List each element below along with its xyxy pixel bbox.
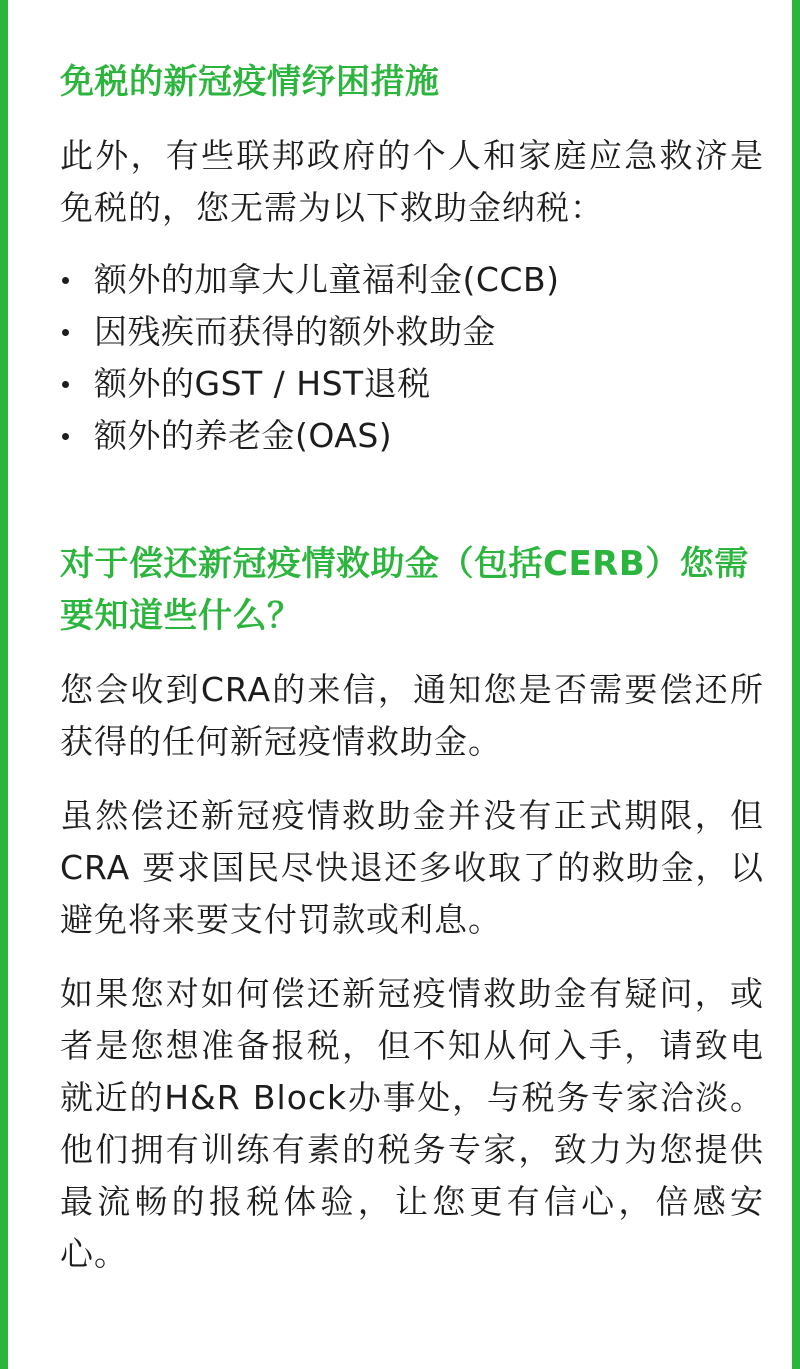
section-heading-tax-free-relief: 免税的新冠疫情纾困措施 [60,62,440,102]
list-item [60,254,764,306]
repayment-paragraph-3: 如果您对如何偿还新冠疫情救助金有疑问，或者是您想准备报税，但不知从何入手，请致电就近的H&R Block办事处，与税务专家洽淡。他们拥有训练有素的税务专家，致力为您提供最流畅的报税体验，让您更有信心，倍感安心。 [60,974,764,1273]
tax-free-benefits-list [60,254,764,462]
bullet-icon [62,329,69,336]
section-heading-repayment: 对于偿还新冠疫情救助金（包括CERB）您需要知道些什么？ [60,544,749,636]
bullet-icon [62,381,69,388]
list-item-text: 因残疾而获得的额外救助金 [94,312,496,351]
article-content [60,52,764,1280]
list-item-text: 额外的加拿大儿童福利金(CCB) [94,260,560,299]
list-item-text: 额外的养老金(OAS) [94,416,393,455]
list-item [60,306,764,358]
repayment-paragraph-2: 虽然偿还新冠疫情救助金并没有正式期限，但CRA 要求国民尽快退还多收取了的救助金，以避免将来要支付罚款或利息。 [60,796,764,939]
repayment-paragraph-1: 您会收到CRA的来信，通知您是否需要偿还所获得的任何新冠疫情救助金。 [60,670,764,761]
bullet-icon [62,433,69,440]
list-item [60,358,764,410]
bullet-icon [62,277,69,284]
intro-paragraph: 此外，有些联邦政府的个人和家庭应急救济是免税的，您无需为以下救助金纳税： [60,136,764,227]
list-item [60,410,764,462]
list-item-text: 额外的GST / HST退税 [94,364,431,403]
